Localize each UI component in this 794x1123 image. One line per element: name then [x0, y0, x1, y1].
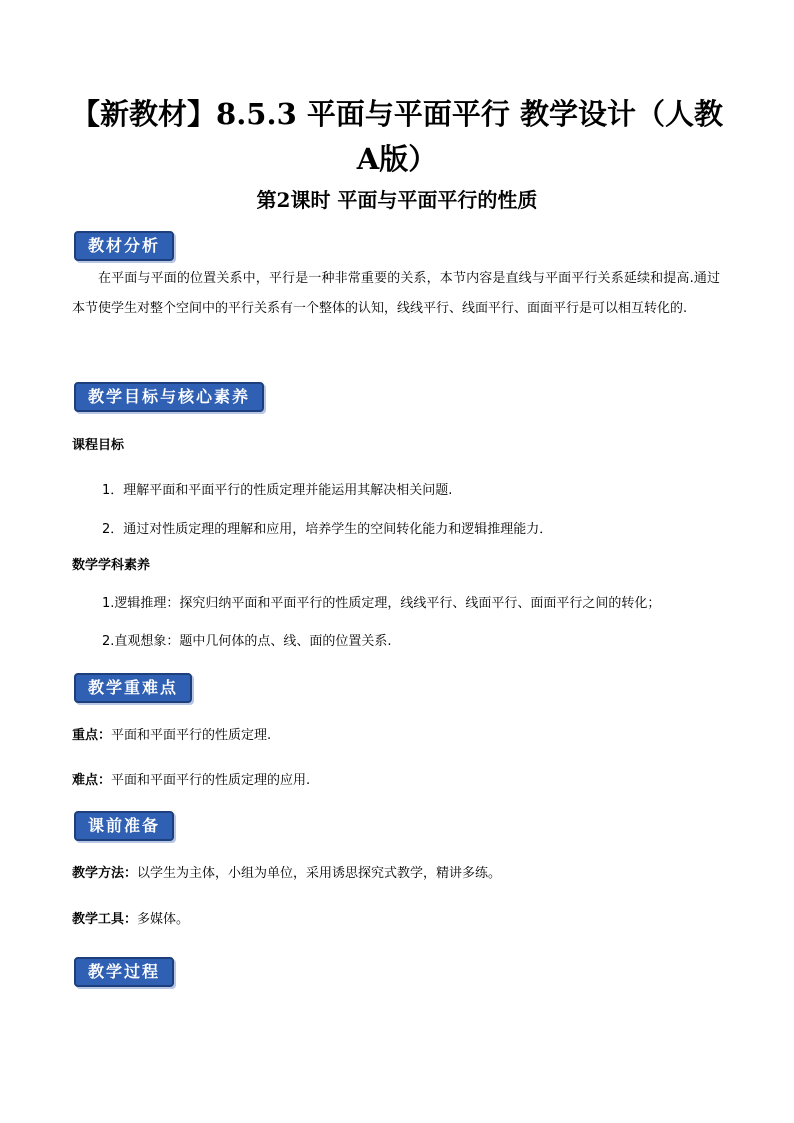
course-goals-label: 课程目标: [72, 438, 125, 453]
literacy-item-1: 1.逻辑推理：探究归纳平面和平面平行的性质定理，线线平行、线面平行、面面平行之间的转化；: [102, 596, 661, 611]
course-goal-item-1: 1．理解平面和平面平行的性质定理并能运用其解决相关问题.: [102, 483, 453, 498]
teaching-method-text: 以学生为主体，小组为单位，采用诱思探究式教学，精讲多练。: [137, 866, 502, 881]
document-subtitle: 第2课时 平面与平面平行的性质: [256, 188, 538, 212]
section-heading-goals: 教学目标与核心素养: [74, 382, 264, 412]
teaching-method: [72, 864, 501, 884]
course-goal-item-2: 2．通过对性质定理的理解和应用，培养学生的空间转化能力和逻辑推理能力．: [102, 522, 553, 537]
key-point: [72, 726, 271, 746]
key-point-label: 重点：: [72, 728, 112, 743]
section-heading-analysis: 教材分析: [74, 231, 174, 261]
literacy-item-2: 2.直观想象：题中几何体的点、线、面的位置关系.: [102, 634, 392, 649]
teaching-tools-text: 多媒体。: [137, 912, 190, 927]
section-heading-process: 教学过程: [74, 957, 174, 987]
difficulty-point: [72, 771, 310, 791]
teaching-method-label: 教学方法：: [72, 866, 138, 881]
teaching-tools: [72, 910, 189, 930]
document-title: 【新教材】8.5.3 平面与平面平行 教学设计（人教A版）: [71, 97, 723, 176]
difficulty-point-label: 难点：: [72, 773, 112, 788]
key-point-text: 平面和平面平行的性质定理.: [111, 728, 272, 743]
analysis-paragraph: 在平面与平面的位置关系中，平行是一种非常重要的关系，本节内容是直线与平面平行关系延续和提高.通过本节使学生对整个空间中的平行关系有一个整体的认知，线线平行、线面平行、面面平行是可以相互转化的.: [72, 271, 720, 316]
difficulty-point-text: 平面和平面平行的性质定理的应用.: [111, 773, 311, 788]
literacy-label: 数学学科素养: [72, 558, 151, 573]
section-heading-keypoints: 教学重难点: [74, 673, 192, 703]
section-heading-prep: 课前准备: [74, 811, 174, 841]
teaching-tools-label: 教学工具：: [72, 912, 138, 927]
